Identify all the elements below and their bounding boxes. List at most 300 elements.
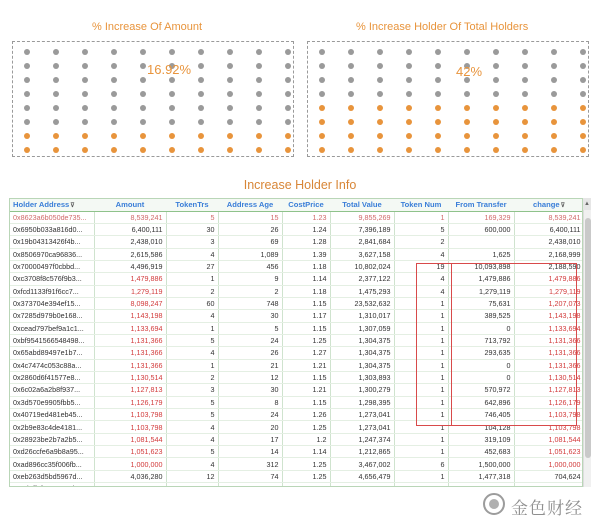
table-cell: 0x8623a6b050de735... [10,211,94,223]
waffle-dot [198,147,204,153]
waffle-dot [169,105,175,111]
table-cell [448,236,514,248]
table-cell: 1.28 [282,236,330,248]
waffle-dot [406,147,412,153]
waffle-dot [140,77,146,83]
column-header[interactable]: CostPrice [282,199,330,211]
waffle-dot [522,147,528,153]
table-cell: 1,304,375 [330,347,394,359]
table-cell: 17 [218,433,282,445]
table-cell: 1 [394,359,448,371]
table-row[interactable] [10,409,583,421]
table-cell: 1.24 [282,223,330,235]
waffle-dot [348,63,354,69]
waffle-dot [551,119,557,125]
table-cell: 1,081,544 [94,433,166,445]
table-header-row [10,199,583,211]
waffle-dot [140,133,146,139]
table-cell: 1.21 [282,359,330,371]
table-cell: 5 [218,322,282,334]
waffle-dot [435,63,441,69]
table-cell: 5 [166,446,218,458]
table-cell: 1 [394,347,448,359]
waffle-dot [53,91,59,97]
section-title: Increase Holder Info [243,178,357,192]
waffle-dot [406,119,412,125]
table-cell [10,483,94,487]
table-cell: 30 [166,223,218,235]
waffle-dot [580,119,586,125]
waffle-dot [24,77,30,83]
table-cell [218,483,282,487]
table-cell [282,483,330,487]
waffle-dot [406,91,412,97]
table-cell: 2 [218,285,282,297]
table-row[interactable] [10,483,583,487]
table-cell: 1 [394,421,448,433]
amount-percent-label: 16.92% [147,62,192,77]
table-cell [394,483,448,487]
table-cell: 1.25 [282,458,330,470]
table-cell: 1,131,366 [94,359,166,371]
table-cell: 1,212,865 [330,446,394,458]
table-cell: 4,496,919 [94,260,166,272]
waffle-dot [493,49,499,55]
table-cell: 1.39 [282,248,330,260]
waffle-dot [377,147,383,153]
table-row[interactable] [10,223,583,235]
table-row[interactable] [10,322,583,334]
table-cell: 5 [166,396,218,408]
filter-icon[interactable]: ⊽ [70,203,75,210]
table-cell: 456 [218,260,282,272]
table-cell: 3 [166,384,218,396]
waffle-dot [82,63,88,69]
table-cell: 1 [394,297,448,309]
waffle-dot [82,91,88,97]
table-cell: 26 [218,347,282,359]
waffle-dot [227,119,233,125]
table-row[interactable] [10,248,583,260]
table-cell: 1.18 [282,285,330,297]
waffle-dot [111,49,117,55]
table-cell: 570,972 [448,384,514,396]
table-cell: 1.23 [282,211,330,223]
table-cell: 21 [218,359,282,371]
waffle-dot [227,77,233,83]
table-cell: 0xad896cc35f006fb... [10,458,94,470]
table-cell: 5 [166,334,218,346]
waffle-dot [522,49,528,55]
waffle-dot [53,49,59,55]
table-cell: 1,143,198 [514,310,583,322]
table-row[interactable] [10,334,583,346]
table-row[interactable] [10,371,583,383]
table-cell: 30 [218,310,282,322]
waffle-dot [580,133,586,139]
column-header[interactable]: Token Num [394,199,448,211]
amount-waffle-dots [13,42,295,158]
table-cell: 1,051,623 [94,446,166,458]
waffle-dot [348,91,354,97]
table-cell: 1,477,318 [448,470,514,482]
table-cell: 0xeb263d5bd5967d... [10,470,94,482]
table-cell: 642,896 [448,396,514,408]
table-cell: 1,103,798 [94,409,166,421]
waffle-dot [522,91,528,97]
waffle-dot [111,77,117,83]
waffle-dot [551,91,557,97]
watermark-coin-icon [483,493,505,515]
table-cell: 1,273,041 [330,409,394,421]
table-cell: 15 [218,211,282,223]
waffle-dot [319,77,325,83]
waffle-dot [377,119,383,125]
table-cell: 4 [394,285,448,297]
waffle-dot [82,105,88,111]
waffle-dot [522,119,528,125]
table-cell: 6,400,111 [94,223,166,235]
table-cell: 2,188,590 [514,260,583,272]
table-cell: 312 [218,458,282,470]
table-cell: 3,467,002 [330,458,394,470]
table-cell: 1,300,279 [330,384,394,396]
table-cell: 1 [394,322,448,334]
table-cell: 1,126,179 [514,396,583,408]
table-cell: 389,525 [448,310,514,322]
table-cell: 1,126,179 [94,396,166,408]
waffle-dot [406,49,412,55]
table-cell: 1,131,366 [514,359,583,371]
table-row[interactable] [10,433,583,445]
waffle-dot [198,49,204,55]
table-cell: 1,279,119 [514,285,583,297]
waffle-dot [169,49,175,55]
waffle-dot [111,119,117,125]
waffle-dot [198,63,204,69]
table-cell: 1,131,366 [94,334,166,346]
waffle-dot [319,147,325,153]
table-cell: 1.25 [282,421,330,433]
table-cell: 293,635 [448,347,514,359]
waffle-dot [435,147,441,153]
table-cell [514,483,583,487]
waffle-dot [580,105,586,111]
table-cell: 0 [448,359,514,371]
waffle-dot [493,105,499,111]
table-cell: 1,298,395 [330,396,394,408]
table-cell: 75,631 [448,297,514,309]
table-cell [448,483,514,487]
waffle-dot [464,105,470,111]
waffle-dot [140,91,146,97]
table-cell: 10,802,024 [330,260,394,272]
table-cell: 1 [394,384,448,396]
waffle-dot [522,63,528,69]
waffle-dot [435,119,441,125]
scrollbar-thumb[interactable] [585,218,591,458]
waffle-dot [522,77,528,83]
table-cell: 0x2860d6f41577e8... [10,371,94,383]
waffle-dot [319,105,325,111]
table-cell: 1,127,813 [514,384,583,396]
waffle-dot [551,133,557,139]
table-cell: 8,539,241 [514,211,583,223]
table-cell: 1,207,073 [514,297,583,309]
table-row[interactable] [10,384,583,396]
column-header[interactable]: Address Age [218,199,282,211]
waffle-dot [493,91,499,97]
table-cell: 704,624 [514,470,583,482]
table-row[interactable] [10,297,583,309]
table-cell: 1,130,514 [514,371,583,383]
waffle-dot [406,63,412,69]
waffle-dot [435,91,441,97]
table-cell: 1,273,041 [330,421,394,433]
waffle-dot [464,133,470,139]
table-cell: 0x3d570e9905fbb5... [10,396,94,408]
waffle-dot [319,119,325,125]
waffle-dot [522,133,528,139]
table-cell: 1,103,798 [514,409,583,421]
table-cell: 0x40719ed481eb45... [10,409,94,421]
table-cell: 1 [394,409,448,421]
table-cell: 1,143,198 [94,310,166,322]
table-cell: 1,000,000 [94,458,166,470]
waffle-dot [285,49,291,55]
waffle-dot [348,133,354,139]
table-row[interactable] [10,396,583,408]
amount-panel-title: % Increase Of Amount [92,21,203,33]
column-header[interactable]: Amount [94,199,166,211]
waffle-dot [348,105,354,111]
waffle-dot [319,133,325,139]
table-cell: 1.15 [282,396,330,408]
table-row[interactable] [10,470,583,482]
table-cell: 1 [166,322,218,334]
table-cell: 1,303,893 [330,371,394,383]
waffle-dot [24,105,30,111]
waffle-dot [53,147,59,153]
waffle-dot [256,105,262,111]
waffle-dot [377,91,383,97]
table-cell: 23,532,632 [330,297,394,309]
table-cell: 24 [218,334,282,346]
table-cell: 8,098,247 [94,297,166,309]
waffle-dot [406,77,412,83]
waffle-dot [24,63,30,69]
table-cell: 4,656,479 [330,470,394,482]
table-row[interactable] [10,260,583,272]
waffle-dot [227,63,233,69]
waffle-dot [285,91,291,97]
table-row[interactable] [10,236,583,248]
holder-percent-label: 42% [456,64,483,79]
waffle-dot [227,91,233,97]
waffle-dot [169,133,175,139]
waffle-dot [493,133,499,139]
table-cell: 2,841,684 [330,236,394,248]
waffle-dot [24,133,30,139]
table-cell: 0x373704e394ef15... [10,297,94,309]
waffle-dot [111,133,117,139]
waffle-dot [169,119,175,125]
table-cell: 6,400,111 [514,223,583,235]
table-cell: 1.15 [282,297,330,309]
holder-info-table [10,199,583,487]
waffle-dot [551,63,557,69]
waffle-dot [82,77,88,83]
waffle-dot [140,105,146,111]
table-cell: 1,131,366 [514,347,583,359]
table-cell: 2 [166,285,218,297]
column-header[interactable]: change⊽ [514,199,583,211]
waffle-dot [140,63,146,69]
table-cell: 1,081,544 [514,433,583,445]
waffle-dot [111,91,117,97]
table-cell: 1,479,886 [94,273,166,285]
table-cell: 713,792 [448,334,514,346]
table-cell: 600,000 [448,223,514,235]
table-cell: 4 [166,458,218,470]
waffle-dot [227,105,233,111]
table-cell: 1.15 [282,371,330,383]
table-cell: 1,310,017 [330,310,394,322]
waffle-dot [435,105,441,111]
table-cell: 1,133,694 [94,322,166,334]
table-cell: 1,304,375 [330,359,394,371]
waffle-dot [435,49,441,55]
column-header[interactable]: Holder Address⊽ [10,199,94,211]
waffle-dot [580,147,586,153]
table-cell: 6 [394,458,448,470]
table-cell: 0x65abd89497e1b7... [10,347,94,359]
waffle-dot [169,77,175,83]
table-cell: 1.27 [282,347,330,359]
waffle-dot [198,105,204,111]
table-cell: 4 [166,248,218,260]
table-cell: 2,438,010 [514,236,583,248]
table-cell: 1 [394,433,448,445]
waffle-dot [227,133,233,139]
table-row[interactable] [10,458,583,470]
waffle-dot [256,49,262,55]
waffle-dot [227,49,233,55]
waffle-dot [111,105,117,111]
waffle-dot [435,77,441,83]
table-row[interactable] [10,347,583,359]
table-scrollbar[interactable] [583,210,591,487]
waffle-dot [551,105,557,111]
table-cell: 7,396,189 [330,223,394,235]
table-cell: 1.14 [282,446,330,458]
waffle-dot [140,49,146,55]
table-cell: 1,103,798 [94,421,166,433]
table-cell: 4 [166,347,218,359]
table-cell: 1,089 [218,248,282,260]
table-cell: 169,329 [448,211,514,223]
table-cell: 2,615,586 [94,248,166,260]
table-cell: 1 [394,371,448,383]
table-cell: 8 [218,396,282,408]
table-cell: 1.26 [282,409,330,421]
table-cell: 1,127,813 [94,384,166,396]
table-cell: 1,000,000 [514,458,583,470]
table-row[interactable] [10,285,583,297]
table-cell: 1.25 [282,470,330,482]
waffle-dot [169,91,175,97]
table-cell: 1 [394,310,448,322]
table-row[interactable] [10,359,583,371]
waffle-dot [198,77,204,83]
table-cell: 3 [166,236,218,248]
table-cell: 0xfcd1133f91f6cc7... [10,285,94,297]
waffle-dot [285,147,291,153]
waffle-dot [377,77,383,83]
table-cell: 12 [218,371,282,383]
holder-waffle-panel [307,41,589,157]
waffle-dot [551,49,557,55]
waffle-dot [53,77,59,83]
waffle-dot [285,133,291,139]
table-cell: 0 [448,322,514,334]
table-cell: 12 [166,470,218,482]
table-cell: 1,279,119 [448,285,514,297]
waffle-dot [464,119,470,125]
column-header[interactable]: Total Value [330,199,394,211]
waffle-dot [256,147,262,153]
amount-waffle-panel [12,41,294,157]
table-cell: 748 [218,297,282,309]
holder-waffle-dots [308,42,590,158]
column-header[interactable]: From Transfer [448,199,514,211]
table-cell: 0x2b9e83c4de4181... [10,421,94,433]
column-header[interactable]: TokenTrs [166,199,218,211]
table-cell [330,483,394,487]
waffle-dot [82,49,88,55]
table-cell: 5 [394,223,448,235]
table-cell: 4 [394,273,448,285]
table-row[interactable] [10,310,583,322]
table-row[interactable] [10,211,583,223]
table-cell: 1.2 [282,433,330,445]
table-cell: 1,479,886 [448,273,514,285]
waffle-dot [256,133,262,139]
waffle-dot [464,91,470,97]
table-row[interactable] [10,273,583,285]
table-cell: 10,093,898 [448,260,514,272]
waffle-dot [82,133,88,139]
waffle-dot [24,147,30,153]
scroll-up-button[interactable]: ▲ [583,198,591,210]
table-cell: 5 [166,409,218,421]
table-cell: 1,131,366 [94,347,166,359]
waffle-dot [24,91,30,97]
table-cell: 26 [218,223,282,235]
table-cell: 60 [166,297,218,309]
table-cell: 9,855,269 [330,211,394,223]
table-cell: 1,307,059 [330,322,394,334]
table-cell: 1 [166,273,218,285]
waffle-dot [551,77,557,83]
table-cell: 14 [218,446,282,458]
waffle-dot [198,119,204,125]
filter-icon[interactable]: ⊽ [560,203,565,210]
table-row[interactable] [10,446,583,458]
table-cell: 1,500,000 [448,458,514,470]
waffle-dot [285,119,291,125]
table-row[interactable] [10,421,583,433]
